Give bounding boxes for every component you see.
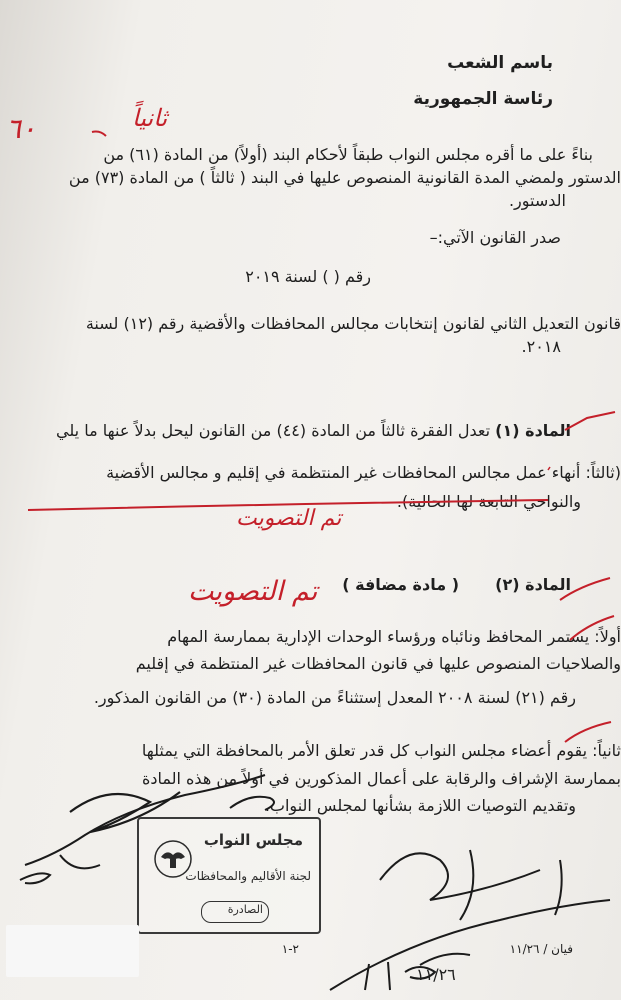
handwritten-voted-2: تم التصويت — [188, 576, 318, 607]
header-people: باسم الشعب — [447, 53, 553, 73]
article-1-clause-line-1: (ثالثاً: أنهاء عمل مجالس المحافظات غير المنتظمة في إقليم و مجالس الأقضية — [106, 463, 621, 482]
article-2-second-line-2: بممارسة الإشراف والرقابة على أعمال المذكورين في أولاً من هذه المادة — [142, 769, 621, 788]
handwritten-date: ١١/٢٦ — [416, 965, 456, 984]
handwritten-voted-1: تم التصويت — [236, 506, 342, 531]
article-1-text: تعدل الفقرة ثالثاً من المادة (٤٤) من القانون ليحل بدلاً عنها ما يلي — [56, 421, 496, 440]
stamp-line-2: لجنة الأقاليم والمحافظات — [185, 869, 311, 883]
law-title-line-1: قانون التعديل الثاني لقانون إنتخابات مجالس المحافظات والأقضية رقم (١٢) لسنة — [85, 314, 621, 333]
page-number: ٢-١ — [281, 942, 299, 956]
article-2-first-line-3: رقم (٢١) لسنة ٢٠٠٨ المعدل إستثناءً من المادة (٣٠) من القانون المذكور. — [93, 688, 576, 707]
article-2-first-line-1: أولاً: يستمر المحافظ ونائباه ورؤساء الوحدات الإدارية بممارسة المهام — [167, 627, 621, 646]
article-2-second-line-3: وتقديم التوصيات اللازمة بشأنها لمجلس النواب. — [264, 796, 576, 815]
issued-line: صدر القانون الآتي:– — [429, 228, 561, 247]
preamble-line-3: الدستور. — [508, 191, 566, 210]
article-1-clause-line-2: والنواحي التابعة لها الحالية). — [396, 492, 581, 511]
stamp-line-3: الصادرة — [227, 903, 263, 916]
footer-reference: فيان / ١١/٢٦ — [509, 942, 573, 956]
article-1-heading: المادة (١) — [495, 421, 571, 440]
article-2-heading: المادة (٢) — [495, 575, 571, 594]
article-2-subheading: ( مادة مضافة ) — [342, 575, 459, 594]
law-title-line-2: ٢٠١٨. — [521, 337, 561, 356]
handwritten-word: ثانياً — [132, 104, 168, 132]
stamp-line-1: مجلس النواب — [203, 831, 303, 849]
preamble-line-1: بناءً على ما أقره مجلس النواب طبقاً لأحكام البند (أولاً) من المادة (٦١) من — [103, 145, 593, 164]
handwritten-number: ٦٠ — [6, 112, 37, 145]
committee-stamp — [137, 817, 321, 934]
header-presidency: رئاسة الجمهورية — [413, 89, 553, 109]
article-2-second-line-1: ثانياً: يقوم أعضاء مجلس النواب كل قدر تعلق الأمر بالمحافظة التي يمثلها — [141, 741, 621, 760]
redacted-block — [6, 925, 139, 977]
article-2-first-line-2: والصلاحيات المنصوص عليها في قانون المحافظات غير المنتظمة في إقليم — [135, 654, 621, 673]
preamble-line-2: الدستور ولمضي المدة القانونية المنصوص عليها في البند ( ثالثاً ) من المادة (٧٣) من — [68, 168, 621, 187]
law-number: رقم ( ) لسنة ٢٠١٩ — [245, 267, 371, 286]
